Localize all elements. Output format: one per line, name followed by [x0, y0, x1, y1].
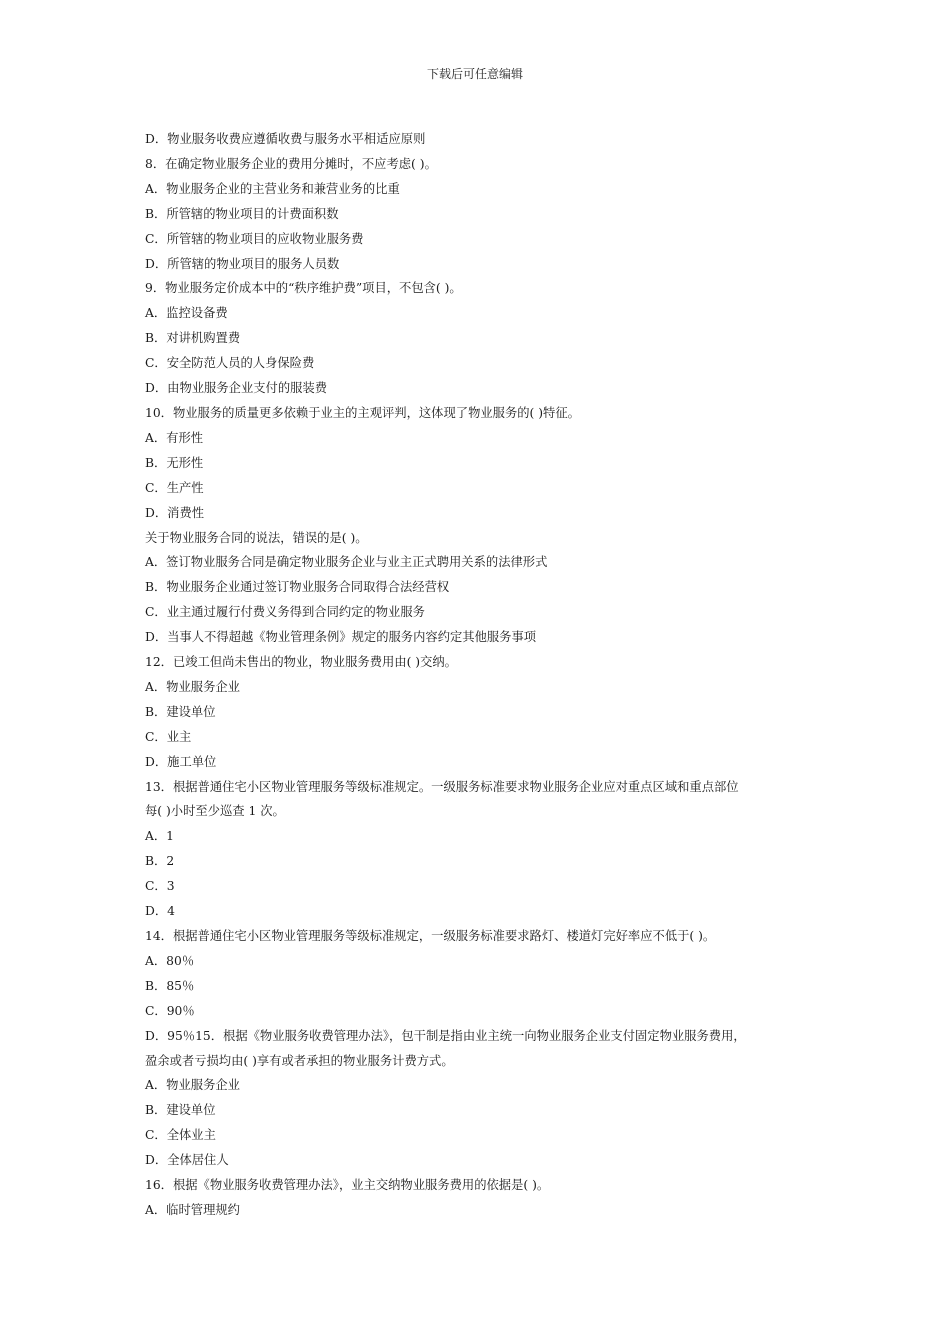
option-line: A．临时管理规约: [145, 1202, 240, 1217]
option-line: D．全体居住人: [145, 1153, 229, 1168]
option-line: A．物业服务企业的主营业务和兼营业务的比重: [145, 181, 400, 196]
question-line: 13．根据普通住宅小区物业管理服务等级标准规定。一级服务标准要求物业服务企业应对重点区域和重点部位: [145, 779, 739, 794]
option-line: B．2: [145, 854, 175, 869]
option-line: D．物业服务收费应遵循收费与服务水平相适应原则: [145, 132, 426, 146]
question-line: D．95％15．根据《物业服务收费管理办法》，包干制是指由业主统一向物业服务企业支付固定物业服务费用，: [145, 1028, 746, 1043]
question-line: 12．已竣工但尚未售出的物业，物业服务费用由( )交纳。: [145, 655, 457, 670]
option-line: D．消费性: [145, 505, 205, 520]
question-line: 14．根据普通住宅小区物业管理服务等级标准规定，一级服务标准要求路灯、楼道灯完好率应不低于( )。: [145, 929, 716, 943]
page-header: 下载后可任意编辑: [426, 67, 523, 81]
option-line: A．物业服务企业: [145, 1078, 240, 1093]
option-line: B．对讲机购置费: [145, 331, 241, 346]
document-body: [145, 127, 815, 1223]
option-line: B．建设单位: [145, 1103, 216, 1118]
option-line: D．由物业服务企业支付的服装费: [145, 381, 328, 396]
option-line: D．所管辖的物业项目的服务人员数: [145, 256, 340, 271]
option-line: B．85％: [145, 978, 195, 993]
option-line: D．当事人不得超越《物业管理条例》规定的服务内容约定其他服务事项: [145, 630, 537, 645]
question-line: 关于物业服务合同的说法，错误的是( )。: [145, 530, 368, 545]
option-line: C．全体业主: [145, 1128, 216, 1143]
option-line: A．物业服务企业: [145, 679, 240, 694]
question-line: 10．物业服务的质量更多依赖于业主的主观评判，这体现了物业服务的( )特征。: [145, 405, 580, 420]
question-line: 8．在确定物业服务企业的费用分摊时，不应考虑( )。: [145, 156, 437, 171]
option-line: C．所管辖的物业项目的应收物业服务费: [145, 231, 364, 246]
option-line: A．有形性: [145, 430, 204, 445]
question-line: 9．物业服务定价成本中的“秩序维护费”项目，不包含( )。: [145, 281, 462, 296]
option-line: C．安全防范人员的人身保险费: [145, 356, 315, 371]
option-line: D．4: [145, 904, 175, 919]
option-line: B．物业服务企业通过签订物业服务合同取得合法经营权: [145, 580, 450, 595]
option-line: D．施工单位: [145, 754, 217, 769]
option-line: B．无形性: [145, 455, 204, 470]
option-line: B．建设单位: [145, 704, 216, 719]
option-line: A．签订物业服务合同是确定物业服务企业与业主正式聘用关系的法律形式: [145, 555, 548, 570]
option-line: C．3: [145, 879, 175, 894]
question-line-continued: 盈余或者亏损均由( )享有或者承担的物业服务计费方式。: [145, 1053, 454, 1068]
option-line: C．业主: [145, 729, 192, 744]
option-line: C．生产性: [145, 480, 204, 495]
option-line: C．90％: [145, 1003, 195, 1018]
option-line: C．业主通过履行付费义务得到合同约定的物业服务: [145, 605, 425, 620]
option-line: A．80％: [145, 953, 195, 968]
option-line: A．1: [145, 829, 175, 844]
option-line: B．所管辖的物业项目的计费面积数: [145, 206, 339, 221]
option-line: A．监控设备费: [145, 306, 228, 321]
question-line: 16．根据《物业服务收费管理办法》，业主交纳物业服务费用的依据是( )。: [145, 1178, 550, 1193]
question-line-continued: 每( )小时至少巡查 1 次。: [145, 804, 285, 819]
